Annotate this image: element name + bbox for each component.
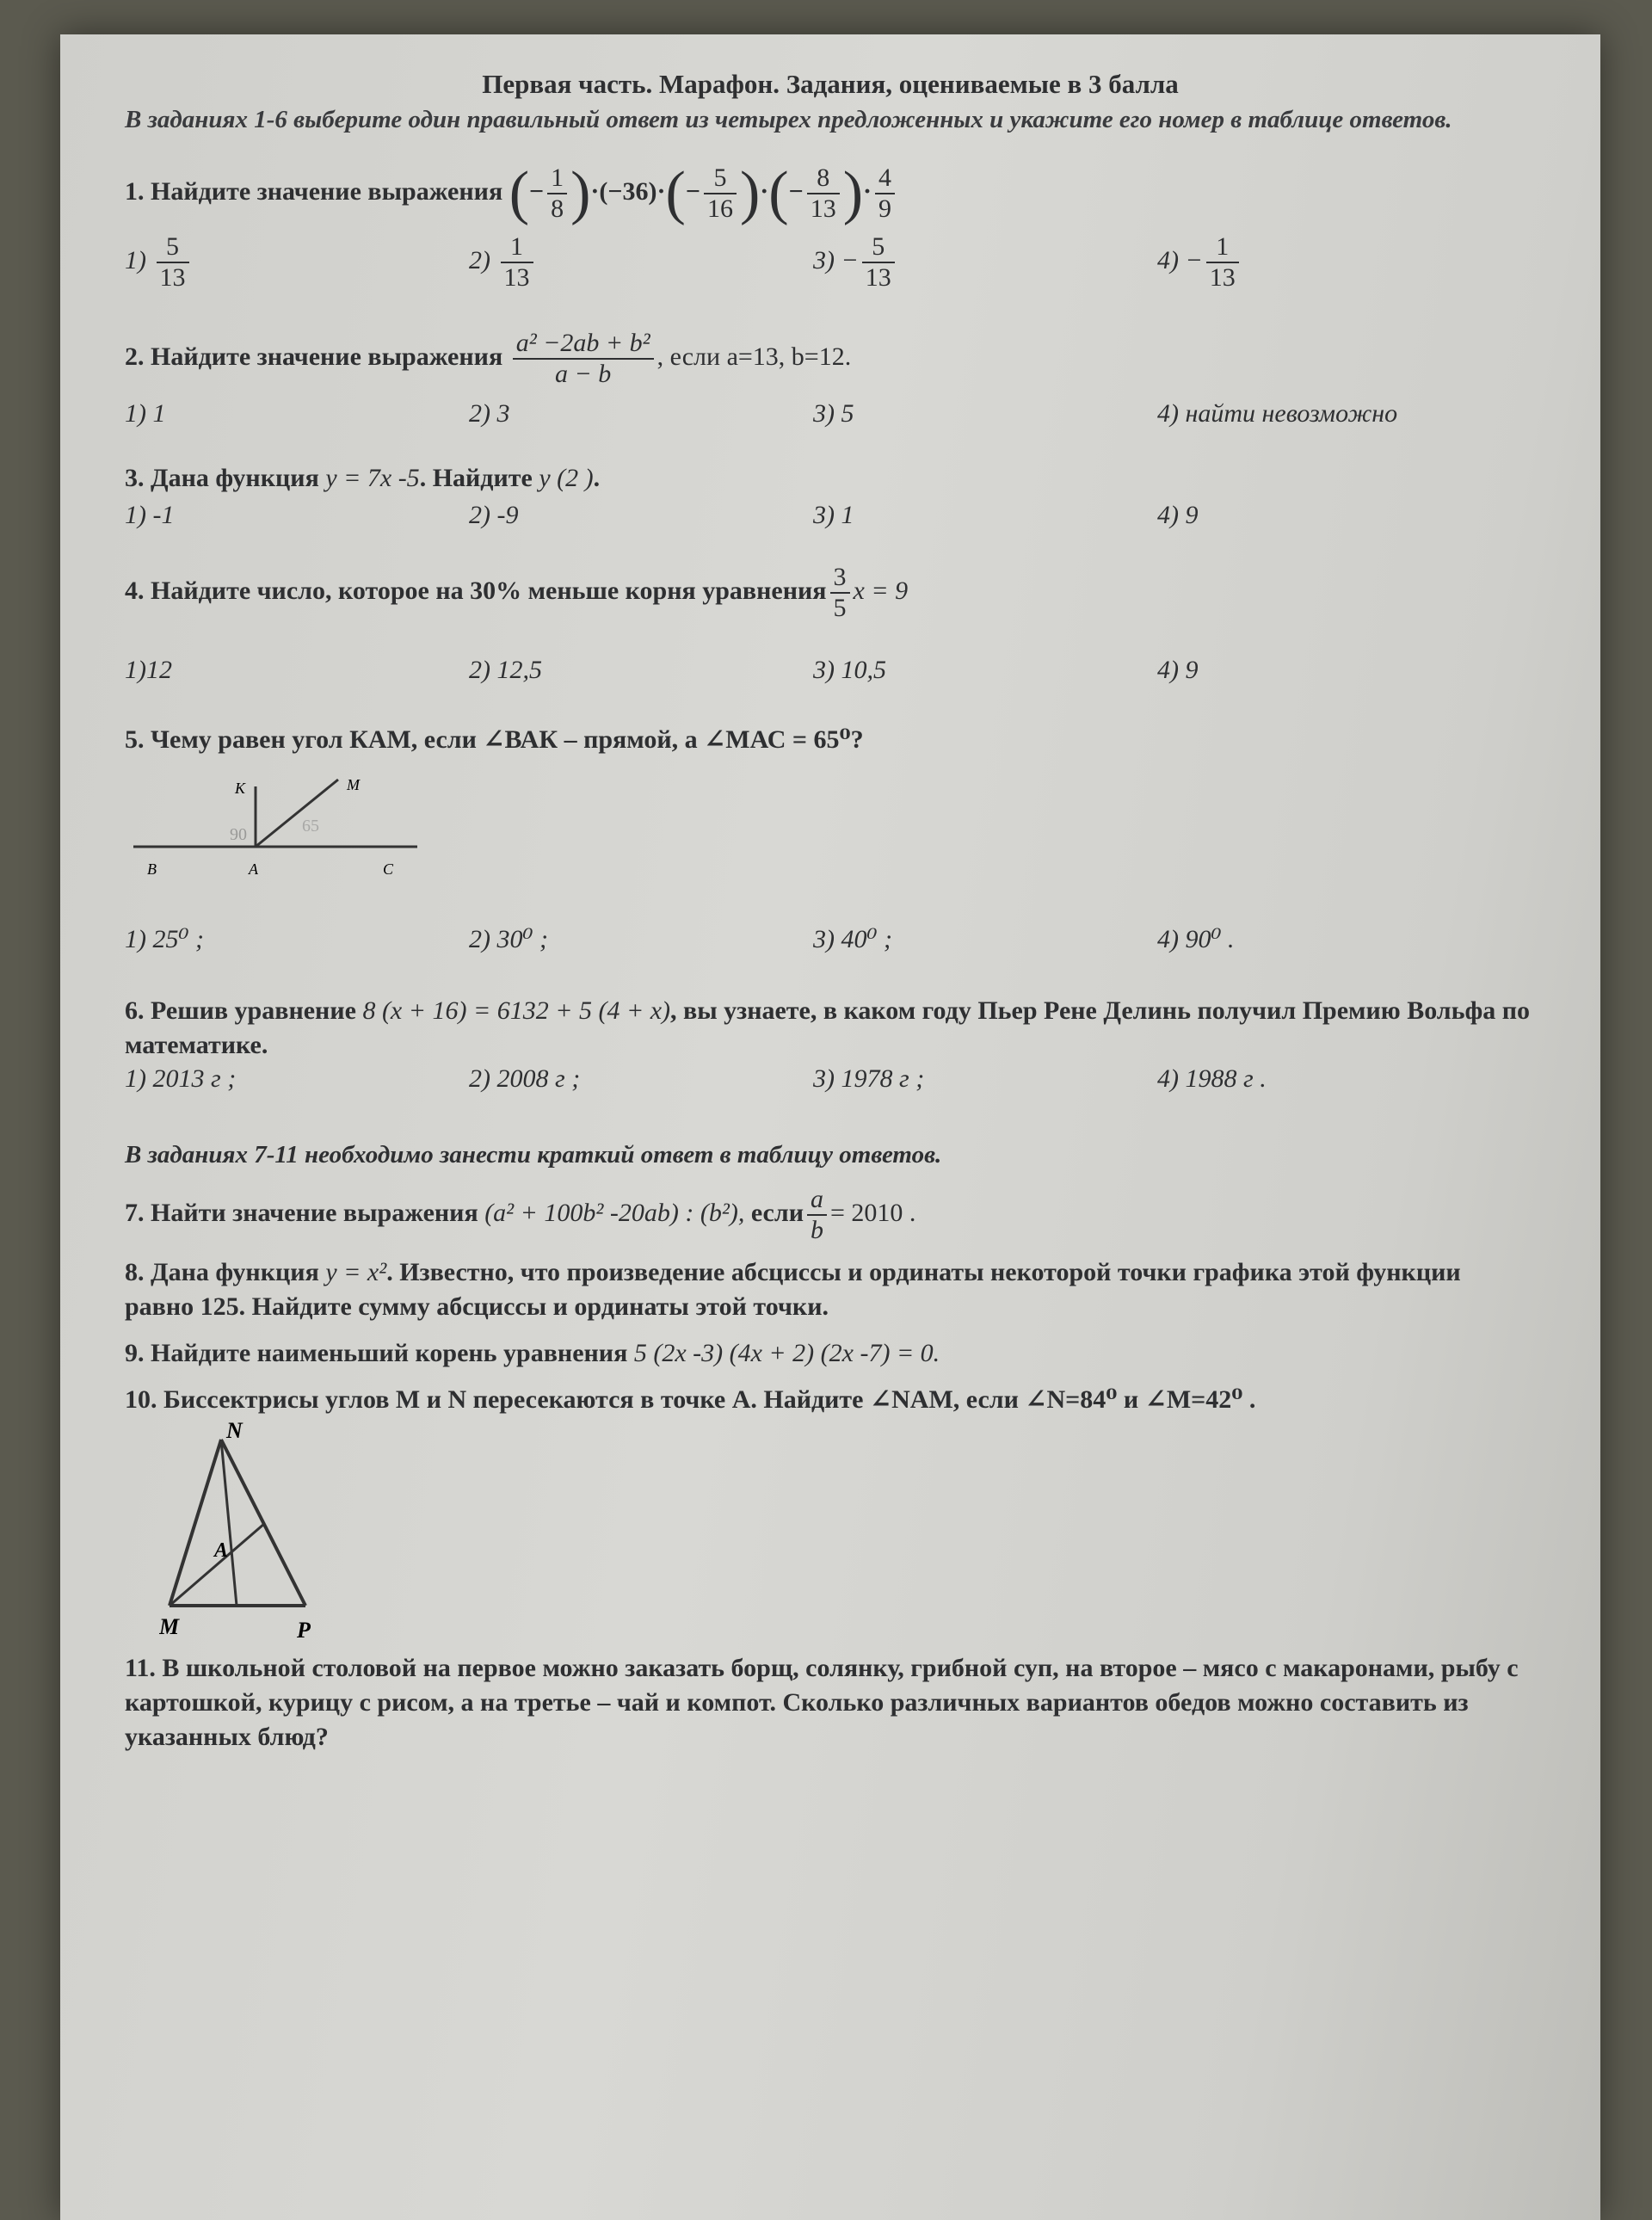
option[interactable]: 2) 2008 г ;	[469, 1064, 581, 1093]
task-2-options	[125, 399, 1536, 429]
fraction: $\frac{3}{5}$	[830, 564, 850, 621]
task-9: 9. Найдите наименьший корень уравнения 5 (2x -3) (4x + 2) (2x -7) = 0.	[125, 1339, 940, 1367]
paper-sheet	[60, 34, 1600, 2220]
fraction: $\frac{a}{b}$	[807, 1187, 827, 1243]
ray-am	[256, 780, 338, 847]
label-k: K	[235, 780, 246, 797]
option[interactable]: 1) -1	[125, 501, 175, 529]
side-nm	[170, 1440, 221, 1606]
option[interactable]: 2) $\frac{1}{13}$	[469, 234, 813, 291]
task-8: 8. Дана функция y = x². Известно, что произведение абсциссы и ординаты некоторой точки графика этой функции равно 125. Найдите сумму абсциссы и ординаты этой точки.	[125, 1258, 1461, 1321]
option[interactable]: 3) 1	[813, 501, 854, 529]
option[interactable]: 4) 1988 г .	[1157, 1064, 1267, 1093]
option[interactable]: 2) 3	[469, 399, 510, 428]
option[interactable]: 2) 12,5	[469, 656, 542, 684]
task-4-options	[125, 656, 1536, 685]
fraction: $\frac{1}{8}$	[547, 165, 567, 222]
triangle-diagram	[159, 1421, 435, 1644]
task-2: 2. Найдите значение выражения $\frac{\text{a² −2ab + b²}}{a - b}$ , если a=13, b=12.	[125, 329, 852, 388]
option[interactable]: 3) 5	[813, 399, 854, 428]
handwritten-65: 65	[302, 817, 319, 836]
task-3-options	[125, 501, 1536, 530]
worksheet	[125, 69, 1536, 1754]
section-2-instructions: В заданиях 7-11 необходимо занести краткий ответ в таблицу ответов.	[125, 1141, 942, 1169]
task-11: 11. В школьной столовой на первое можно заказать борщ, солянку, грибной суп, на второе – мясо с макаронами, рыбу с картошкой, курицу с рисом, а на третье – чай и компот. Сколько различных вариантов обедов можно составить из указанных блюд?	[125, 1654, 1519, 1751]
option[interactable]: 2) 30⁰ ;	[469, 925, 549, 953]
option[interactable]: 1) 1	[125, 399, 166, 428]
option[interactable]: 4) 90⁰ .	[1157, 925, 1235, 953]
option[interactable]: 3) 1978 г ;	[813, 1064, 925, 1093]
label-a: A	[249, 860, 258, 878]
instructions: В заданиях 1-6 выберите один правильный ответ из четырех предложенных и укажите его номер в таблице ответов.	[125, 106, 1452, 133]
task-4: 4. Найдите число, которое на 30% меньше корня уравнения $\frac{3}{5}$ x = 9	[125, 563, 909, 622]
label-a: A	[214, 1539, 229, 1562]
option[interactable]: 1) 25⁰ ;	[125, 925, 205, 953]
task-7: 7. Найти значение выражения (a² + 100b² -20ab) : (b²), если $\frac{a}{b}$ = 2010 .	[125, 1185, 916, 1244]
option[interactable]: 1) $\frac{5}{13}$	[125, 234, 469, 291]
task-5-options	[125, 924, 1536, 954]
label-m: M	[347, 776, 360, 793]
label-b: B	[147, 860, 157, 878]
task-1-text: 1. Найдите значение выражения	[125, 176, 503, 206]
label-p: P	[297, 1618, 311, 1643]
option[interactable]: 4) найти невозможно	[1157, 399, 1398, 428]
task-10: 10. Биссектрисы углов М и N пересекаются в точке А. Найдите ∠NAM, если ∠N=84⁰ и ∠M=42⁰ .	[125, 1385, 1256, 1414]
option[interactable]: 3) 10,5	[813, 656, 886, 684]
option[interactable]: 2) -9	[469, 501, 519, 529]
label-m: M	[159, 1614, 180, 1639]
task-1-options	[125, 234, 1536, 291]
option[interactable]: 4) 9	[1157, 656, 1199, 684]
page-title: Первая часть. Марафон. Задания, оцениваемые в 3 балла	[482, 69, 1179, 99]
label-c: C	[383, 860, 394, 878]
fraction: $\frac{5}{16}$	[704, 165, 737, 222]
handwritten-90: 90	[230, 825, 247, 844]
fraction: $\frac{\text{a² −2ab + b²}}{a - b}$	[513, 330, 654, 387]
task-1: 1. Найдите значение выражения (− $\frac{1}{8}$ )·(−36)·(− $\frac{5}{16}$ )·(− $\frac{8}{13}$ )· $\frac{4}{9}$	[125, 165, 1536, 222]
option[interactable]: 3) 40⁰ ;	[813, 925, 893, 953]
fraction: $\frac{8}{13}$	[807, 165, 840, 222]
option[interactable]: 4) 9	[1157, 501, 1199, 529]
label-n: N	[226, 1421, 243, 1443]
fraction: $\frac{4}{9}$	[875, 165, 895, 222]
option[interactable]: 3) − $\frac{5}{13}$	[813, 234, 1157, 291]
task-5: 5. Чему равен угол КАМ, если ∠ВАК – прямой, а ∠МАС = 65⁰?	[125, 725, 864, 754]
task-6: 6. Решив уравнение 8 (x + 16) = 6132 + 5 (4 + x), вы узнаете, в каком году Пьер Рене Делинь получил Премию Вольфа по математике.	[125, 996, 1531, 1059]
option[interactable]: 1)12	[125, 656, 172, 684]
angle-diagram	[133, 769, 443, 898]
option[interactable]: 4) − $\frac{1}{13}$	[1157, 234, 1501, 291]
option[interactable]: 1) 2013 г ;	[125, 1064, 237, 1093]
task-6-options	[125, 1064, 1536, 1094]
task-3: 3. Дана функция y = 7x -5. Найдите y (2 ).	[125, 464, 601, 492]
